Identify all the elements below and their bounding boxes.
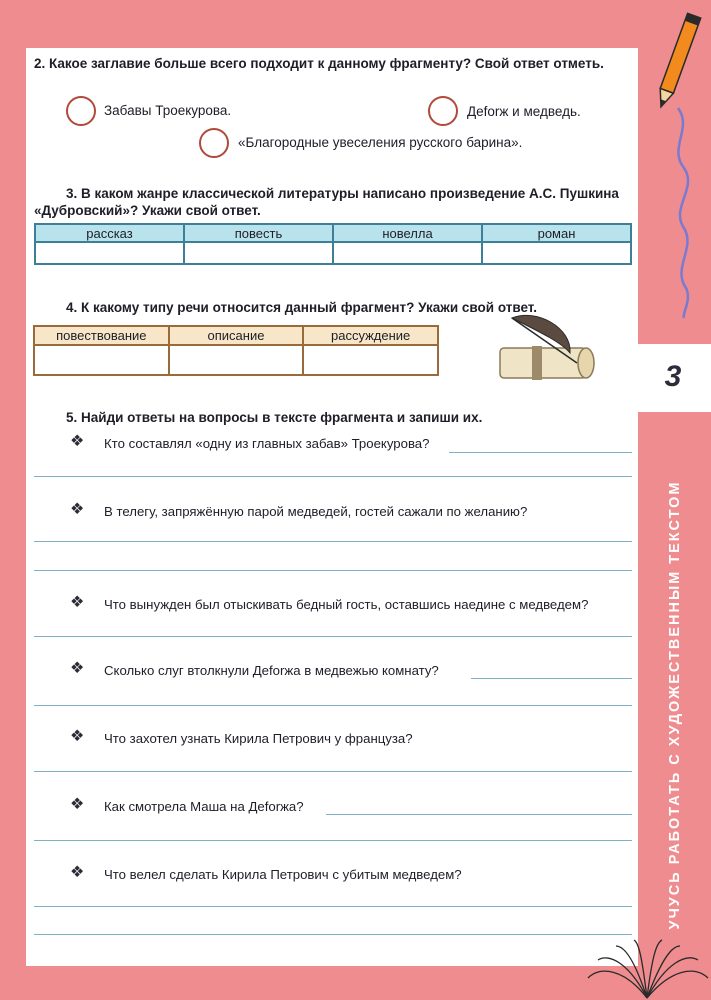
genre-header-novella-short: повесть (184, 224, 333, 242)
genre-header-story: рассказ (35, 224, 184, 242)
tab-number: 3 (664, 360, 682, 393)
speech-answer-cell[interactable] (169, 345, 304, 375)
answer-line[interactable] (326, 814, 632, 815)
genre-header-novel: роман (482, 224, 631, 242)
bullet-icon: ❖ (70, 433, 85, 450)
answer-line[interactable] (34, 570, 632, 571)
bullet-icon: ❖ (70, 864, 85, 881)
bullet-icon: ❖ (70, 796, 85, 813)
speech-header-narration: повествование (34, 326, 169, 345)
speech-type-table (33, 325, 439, 376)
q5-title: 5. Найди ответы на вопросы в тексте фрагмента и запиши их. (66, 410, 483, 425)
pencil-icon (648, 8, 704, 320)
answer-line[interactable] (34, 771, 632, 772)
bullet-icon: ❖ (70, 660, 85, 677)
q5-question-1: Кто составлял «одну из главных забав» Троекурова? (104, 436, 430, 451)
bullet-icon: ❖ (70, 501, 85, 518)
q5-question-7: Что велел сделать Кирила Петрович с убитым медведем? (104, 867, 462, 882)
answer-line[interactable] (471, 678, 632, 679)
q2-option-3-label: «Благородные увеселения русского барина». (238, 135, 523, 150)
answer-line[interactable] (34, 541, 632, 542)
q2-option-2-checkbox[interactable] (428, 96, 458, 126)
bullet-icon: ❖ (70, 728, 85, 745)
q2-option-3-checkbox[interactable] (199, 128, 229, 158)
genre-answer-cell[interactable] (184, 242, 333, 264)
side-title-text: УЧУСЬ РАБОТАТЬ С ХУДОЖЕСТВЕННЫМ ТЕКСТОМ (667, 480, 683, 930)
speech-answer-cell[interactable] (303, 345, 438, 375)
side-title (662, 470, 688, 940)
genre-answer-cell[interactable] (333, 242, 482, 264)
q2-option-2-label: Деforж и медведь. (467, 104, 581, 119)
q5-question-3: Что вынужден был отыскивать бедный гость, оставшись наедине с медведем? (104, 597, 589, 612)
q2-option-1-checkbox[interactable] (66, 96, 96, 126)
q4-title: 4. К какому типу речи относится данный фрагмент? Укажи свой ответ. (66, 300, 537, 315)
q5-question-5: Что захотел узнать Кирила Петрович у француза? (104, 731, 413, 746)
answer-line[interactable] (34, 476, 632, 477)
answer-line[interactable] (34, 636, 632, 637)
answer-line[interactable] (34, 840, 632, 841)
q2-option-1-label: Забавы Троекурова. (104, 103, 232, 118)
speech-header-reasoning: рассуждение (303, 326, 438, 345)
answer-line[interactable] (34, 906, 632, 907)
genre-table (34, 223, 632, 265)
genre-answer-cell[interactable] (482, 242, 631, 264)
q5-question-4: Сколько слуг втолкнули Деforжа в медвежью комнату? (104, 663, 439, 678)
q3-title-line1: 3. В каком жанре классической литературы написано произведение А.С. Пушкина (66, 186, 619, 201)
q2-title: 2. Какое заглавие больше всего подходит к данному фрагменту? Свой ответ отметь. (34, 56, 604, 71)
speech-header-description: описание (169, 326, 304, 345)
q3-title-line2: «Дубровский»? Укажи свой ответ. (34, 203, 261, 218)
book-icon (584, 938, 711, 1000)
q5-question-2: В телегу, запряжённую парой медведей, гостей сажали по желанию? (104, 504, 528, 519)
genre-answer-cell[interactable] (35, 242, 184, 264)
q5-question-6: Как смотрела Маша на Деforжа? (104, 799, 304, 814)
genre-header-novella: новелла (333, 224, 482, 242)
answer-line[interactable] (34, 934, 632, 935)
answer-line[interactable] (34, 705, 632, 706)
answer-line[interactable] (449, 452, 632, 453)
quill-icon (492, 308, 602, 388)
bullet-icon: ❖ (70, 594, 85, 611)
speech-answer-cell[interactable] (34, 345, 169, 375)
